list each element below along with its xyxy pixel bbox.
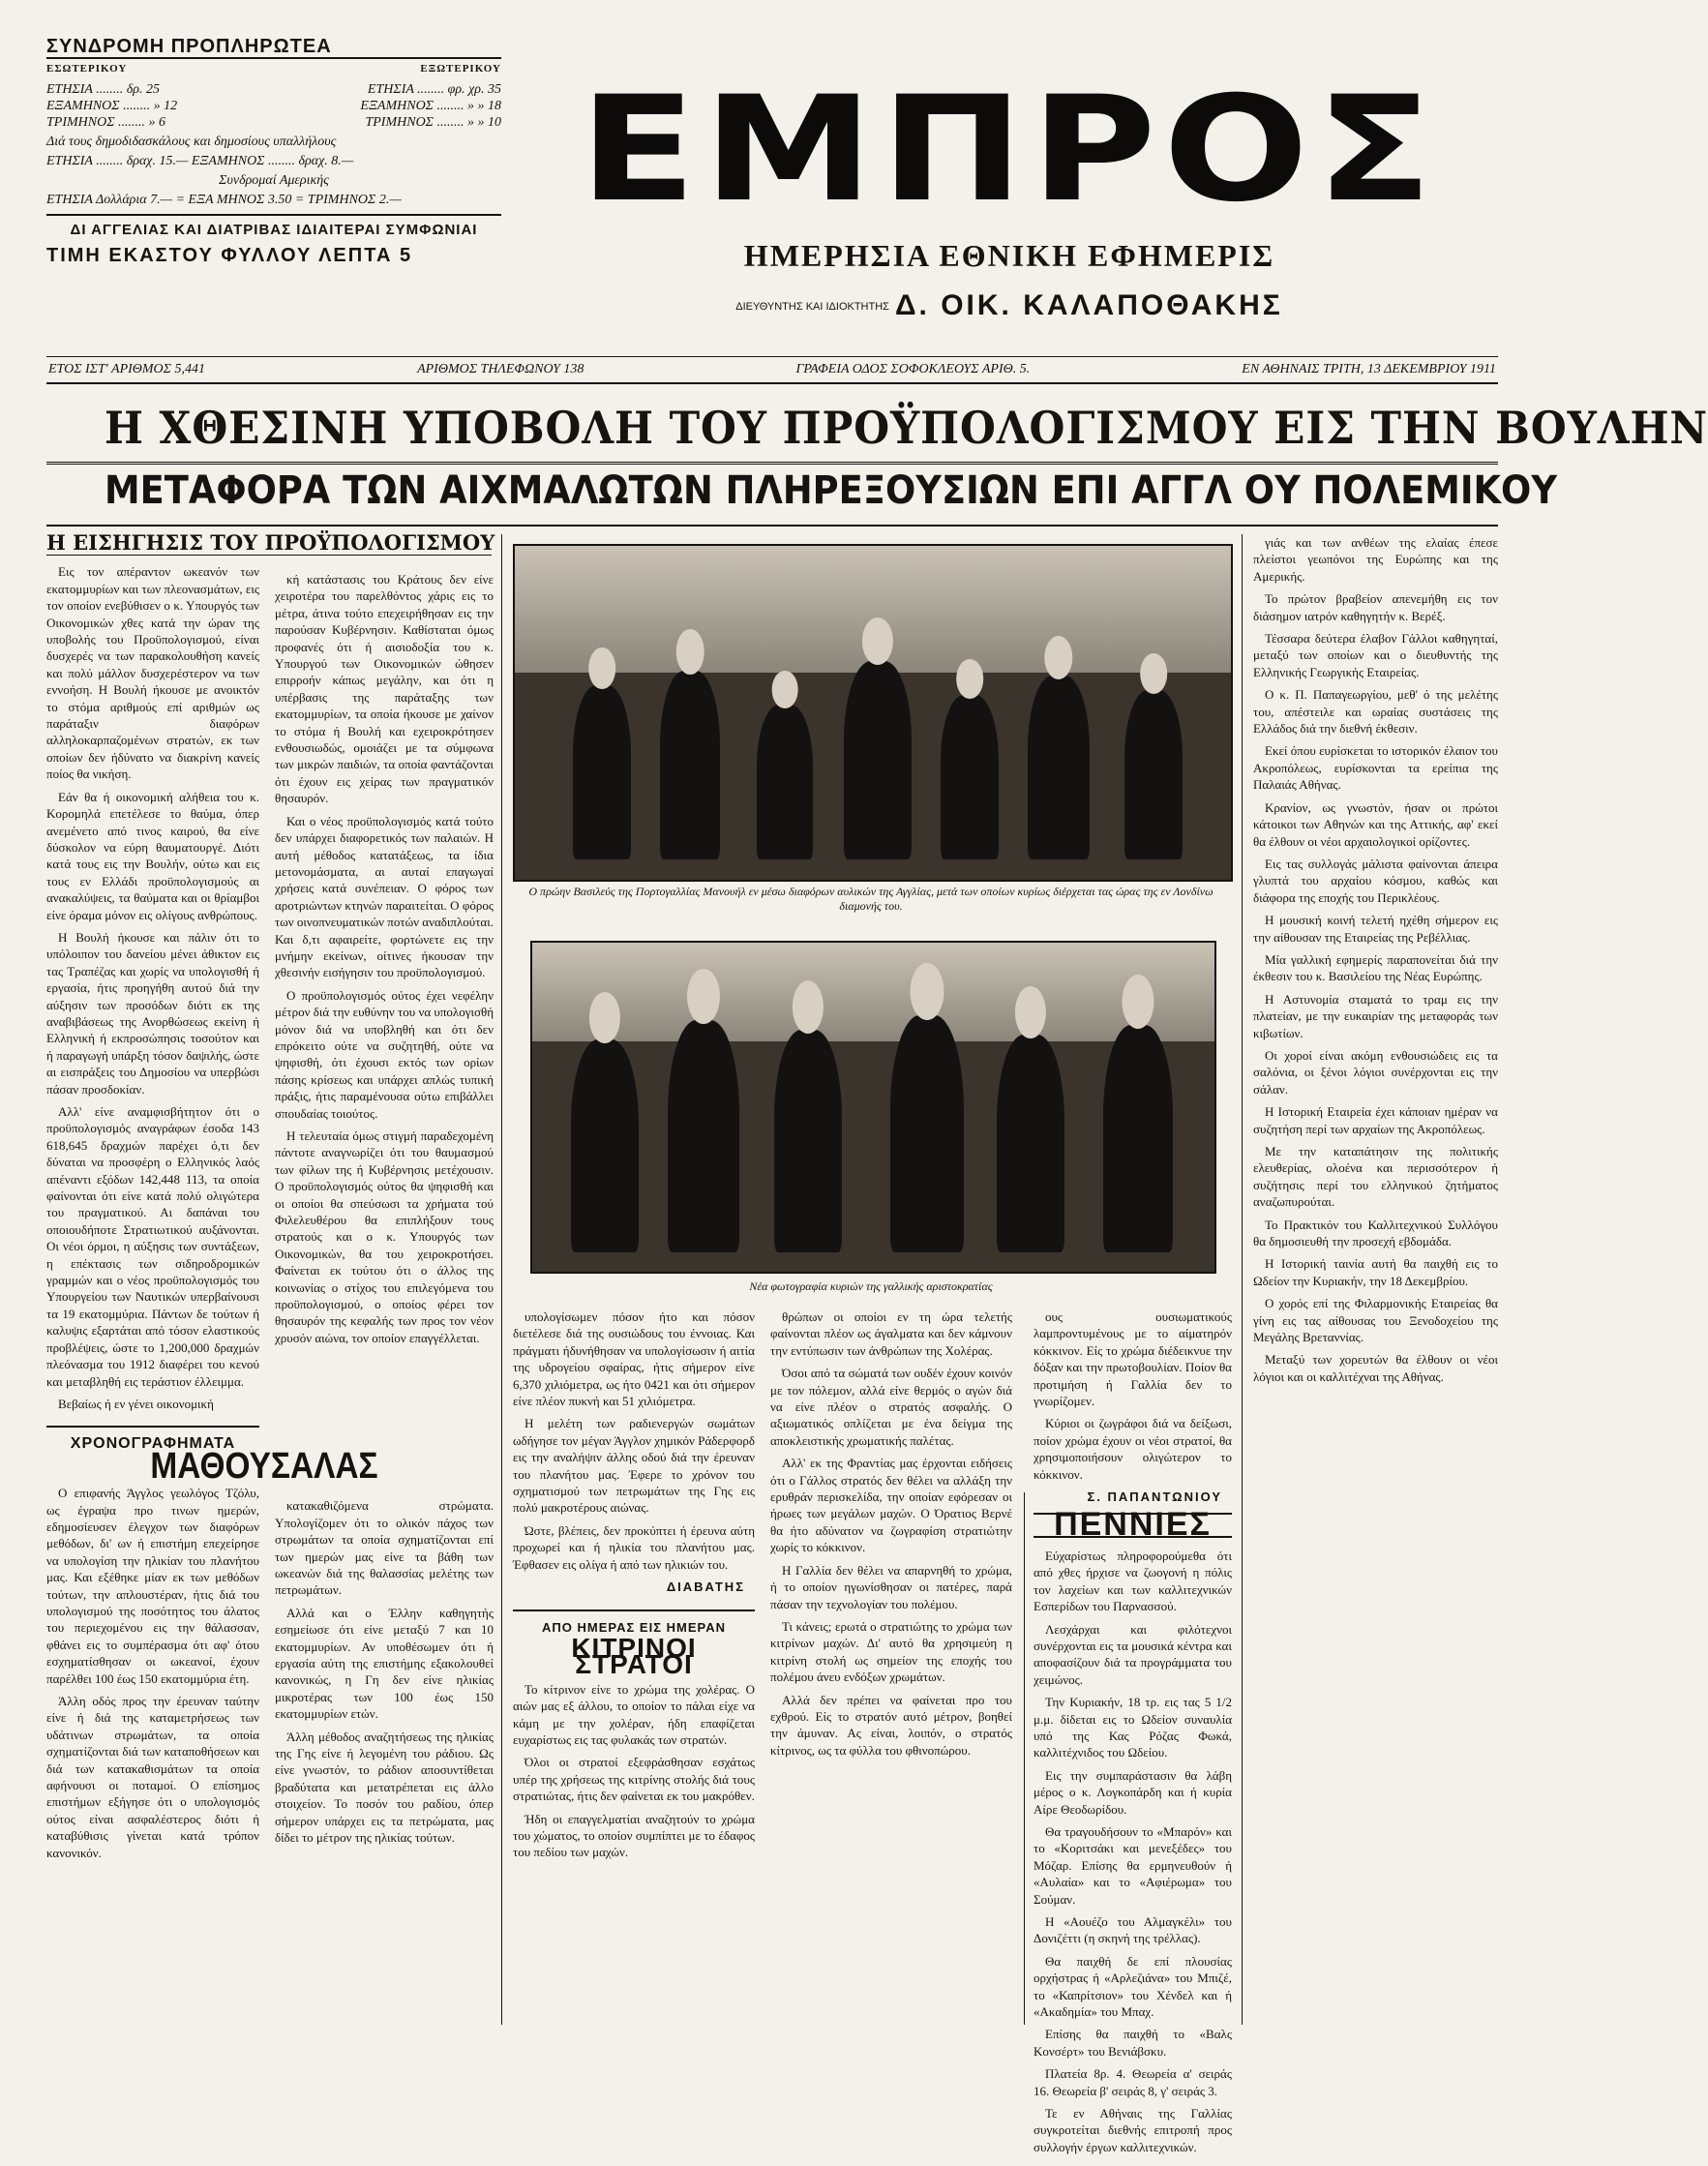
budget-article-continued xyxy=(275,571,494,1346)
chronicle-section: ΧΡΟΝΟΓΡΑΦΗΜΑΤΑ xyxy=(46,1426,259,1452)
aristocracy-photo xyxy=(530,941,1216,1274)
paragraph: Τέσσαρα δεύτερα έλαβον Γάλλοι καθηγηταί, μεταξύ των οποίων και ο διευθυντής της Ελληνικής Γεωργικής Εταιρείας. xyxy=(1253,631,1498,679)
paragraph: Η μελέτη των ραδιενεργών σωμάτων ωδήγησε τον μέγαν Άγγλον χημικόν Ράδερφορδ εις την αναλήψιν άλλης οδού διά την έρευναν του πλανήτου μας. Έφερε το χρόνον του σχηματισμού των πετρωμάτων της Γης εις πολύ μακροτέρους αιώνας. xyxy=(513,1416,755,1516)
teachers-note: Διά τους δημοδιδασκάλους και δημοσίους υπαλλήλους xyxy=(46,135,337,149)
editor-name: Δ. ΟΙΚ. ΚΑΛΑΠΟΘΑΚΗΣ xyxy=(894,289,1283,321)
aristocracy-caption: Νέα φωτογραφία κυριών της γαλλικής αριστοκρατίας xyxy=(749,1279,993,1293)
column-4b xyxy=(1034,1309,1232,2154)
paragraph: Όσοι από τα σώματά των ουδέν έχουν κοινόν με τον πόλεμον, αλλά είνε θερμός ο αγών διά να είνε πλέον ο στρατός ασφαλής. Ο αξιωματικός οπλίζεται με ένα δείγμα της αποκλειστικής χρωματικής παλέτας. xyxy=(770,1366,1012,1448)
paragraph: Η Αστυνομία σταματά το τραμ εις την πλατείαν, με την ευκαιρίαν της μεταφοράς των κιβωτίων. xyxy=(1253,991,1498,1040)
editor-line xyxy=(521,289,1498,322)
pennies-title: ΠΕΝΝΙΕΣ xyxy=(1034,1513,1232,1537)
main-headline: Η ΧΘΕΣΙΝΗ ΥΠΟΒΟΛΗ ΤΟΥ ΠΡΟΫΠΟΛΟΓΙΣΜΟΥ ΕΙΣ ΤΗΝ ΒΟΥΛΗΝ xyxy=(105,402,1708,454)
paragraph: Ο επιφανής Άγγλος γεωλόγος Τζόλυ, ως έγραψα προ τινων ημερών, εδημοσίευσεν έλεγχον των διαφόρων μεθόδων, δι' ων ή επιστήμη επεχείρησε να υπολογίση την ηλικίαν του πλανήτου μας. Και εξέθηκε μίαν εκ των μεθόδων τούτων, την απλουστέραν, ήτις διά του υπολογισμού της ποσότητος του άλατος του περιεχομένου εις την θάλασσαν, φθάνει εις το συμπέρασμα ότι αφ' ότου εσχηματίσθησαν οι ωκεανοί, έχουν παρέλθει 100 έως 150 εκατομμύρια έτη. xyxy=(46,1486,259,1686)
figure-silhouette xyxy=(1103,1025,1173,1252)
domestic-label: ΕΣΩΤΕΡΙΚΟΥ xyxy=(46,63,128,75)
spacer xyxy=(275,1352,494,1497)
figure-silhouette xyxy=(1028,676,1090,859)
pennies-body xyxy=(1034,1548,1232,2155)
yellow-armies-end xyxy=(1034,1309,1232,1483)
paragraph: Η Ιστορική ταινία αυτή θα παιχθή εις το Ωδείον την Κυριακήν, την 18 Δεκεμβρίου. xyxy=(1253,1256,1498,1288)
paragraph: Εις την συμπαράστασιν θα λάβη μέρος ο κ. Λογκοπάρδη και ή κυρία Αίρε Θεοδωρίδου. xyxy=(1034,1767,1232,1817)
figure-silhouette xyxy=(997,1035,1064,1252)
paragraph: Και ο νέος προϋπολογισμός κατά τούτο δεν υπάρχει διαφορετικός των παλαιών. Η αυτή μέθοδος κατατάξεως, τα ίδια μετονομάσματα, αι αυταί επαγωγαί χρήσεις κατά συνέπειαν. Ο φόρος των αροτριώντων κτηνών παραιτείται. Ο φόρος των οινοπνευματικών ποτών αναδιπλούται. Και δ,τι αφαιρείτε, φορτώνετε εις την μνήμην εκείνων, οίτινες ήκουσαν την χθεσινήν εισήγησιν του προϋπολογισμού. xyxy=(275,813,494,980)
paragraph: ους ουσιωματικούς λαμπροντυμένους με το αίματηρόν κόκκινον. Είς το χρώμα διέδεικνυε την δόξαν και την πρωτοβουλίαν. Ποίον θα προτιμήση ή Γαλλία δεν το γνωρίζομεν. xyxy=(1034,1309,1232,1409)
paragraph: κατακαθιζόμενα στρώματα. Υπολογίζομεν ότι το ολικόν πάχος των στρωμάτων τα οποία σχηματίζονται επί των ημερών μας είνε τα βάθη των ωκεανών διά της θαλασσίας μελέτης των πετρωμάτων. xyxy=(275,1498,494,1598)
king-manuel-photo xyxy=(513,544,1233,882)
column-4 xyxy=(770,1309,1012,2025)
paragraph: Άλλη μέθοδος αναζητήσεως της ηλικίας της Γης είνε ή λεγομένη του ράδιου. Ως είνε γνωστόν, το ράδιον αποσυντίθεται βραδύτατα και μετατρέπεται εις άλλο στοιχείον. Το ποσόν του ραδίου, όπερ σήμερον υπάρχει εις τα πετρώματα, μας δίδει το μέτρον της ηλικίας τούτων. xyxy=(275,1729,494,1845)
paragraph: Αλλά δεν πρέπει να φαίνεται προ του εχθρού. Είς το στρατόν αυτό μέτρον, βοηθεί την άμυναν. Ας είναι, λοιπόν, ο στρατός κίτρινος, ως τα φύλλα του φθινοπώρου. xyxy=(770,1692,1012,1758)
figure-silhouette xyxy=(660,671,720,859)
yellow-armies-continued xyxy=(770,1309,1012,1759)
methuselah-continued xyxy=(275,1497,494,1846)
paragraph: Μεταξύ των χορευτών θα έλθουν οι νέοι λόγιοι και οι καλλιτέχναι της Αθήνας. xyxy=(1253,1352,1498,1384)
paragraph: Μία γαλλική εφημερίς παραπονείται διά την έκθεσιν του κ. Βασιλείου της Νέας Ευρώπης. xyxy=(1253,951,1498,984)
paragraph: Η Γαλλία δεν θέλει να απαρνηθή το χρώμα, ή το οποίον ηγωνίσθησαν οι πατέρες, παρά πάσαν την τεχνολογίαν του πολέμου. xyxy=(770,1562,1012,1611)
paragraph: Ήδη οι επαγγελματίαι αναζητούν το χρώμα του χώματος, το οποίον συμπίπτει με το έδαφος του πεδίου των μαχών. xyxy=(513,1811,755,1860)
byline-diavatis: ΔΙΑΒΑΤΗΣ xyxy=(666,1579,745,1595)
byline-papantoniou: Σ. ΠΑΠΑΝΤΩΝΙΟΥ xyxy=(1087,1489,1222,1505)
paragraph: Λεσχάρχαι και φιλότεχνοι συνέρχονται εις τα μουσικά κέντρα και αποφασίζουν διά τα προγράμματα του χειμώνος. xyxy=(1034,1621,1232,1687)
office-address: ΓΡΑΦΕΙΑ ΟΔΟΣ ΣΟΦΟΚΛΕΟΥΣ ΑΡΙΘ. 5. xyxy=(795,362,1031,376)
second-headline: ΜΕΤΑΦΟΡΑ ΤΩΝ ΑΙΧΜΑΛΩΤΩΝ ΠΛΗΡΕΞΟΥΣΙΩΝ ΕΠΙ ΑΓΓΛ ΟΥ ΠΟΛΕΜΙΚΟΥ xyxy=(105,468,1557,513)
foreign-label: ΕΞΩΤΕΡΙΚΟΥ xyxy=(420,63,501,75)
rate-domestic: ΕΞΑΜΗΝΟΣ ........ » 12 xyxy=(46,99,178,113)
issue-date: ΕΝ ΑΘΗΝΑΙΣ ΤΡΙΤΗ, 13 ΔΕΚΕΜΒΡΙΟΥ 1911 xyxy=(1242,362,1496,376)
paragraph: Βεβαίως ή εν γένει οικονομική xyxy=(58,1396,214,1411)
masthead xyxy=(46,36,1498,346)
paragraph: Η μουσική κοινή τελετή ηχέθη σήμερον εις την αίθουσαν της Εταιρείας της Ρεβέλλιας. xyxy=(1253,913,1498,945)
paragraph: Την Κυριακήν, 18 τρ. εις τας 5 1/2 μ.μ. δίδεται εις το Ωδείον συναυλία υπό της Κας Ρόζας Φωκά, καλλιτέχνιδος του Ωδείου. xyxy=(1034,1695,1232,1760)
paragraph: θρώπων οι οποίοι εν τη ώρα τελετής φαίνονται πλέον ως άγαλματα και δεν κάμνουν την εντύπωσιν των άνθρώπων της Χολέρας. xyxy=(770,1309,1012,1358)
figure-silhouette xyxy=(890,1015,964,1252)
column-rule xyxy=(1242,534,1243,2025)
price-line: ΤΙΜΗ ΕΚΑΣΤΟΥ ΦΥΛΛΟΥ ΛΕΠΤΑ 5 xyxy=(46,245,413,266)
paragraph: Το πρώτον βραβείον απενεμήθη εις τον διάσημον ιατρόν καθηγητήν κ. Βερέξ. xyxy=(1253,591,1498,623)
paragraph: Εκεί όπου ευρίσκεται το ιστορικόν έλαιον του Ακροπόλεως, ευρίσκονται τα ερείπια της Παλαιάς Αθήνας. xyxy=(1253,743,1498,793)
paragraph: Ο χορός επί της Φιλαρμονικής Εταιρείας θα γίνη εις τας αίθουσας του Ξενοδοχείου της Μεγάλης Βρεταννίας. xyxy=(1253,1296,1498,1345)
figure-silhouette xyxy=(573,685,631,859)
newspaper-subtitle: ΗΜΕΡΗΣΙΑ ΕΘΝΙΚΗ ΕΦΗΜΕΡΙΣ xyxy=(743,238,1275,273)
ads-note: ΔΙ ΑΓΓΕΛΙΑΣ ΚΑΙ ΔΙΑΤΡΙΒΑΣ ΙΔΙΑΙΤΕΡΑΙ ΣΥΜΦΩΝΙΑΙ xyxy=(70,222,478,238)
column-2 xyxy=(275,534,494,2061)
figure-silhouette xyxy=(757,705,813,859)
newspaper-logo: ΕΜΠΡΟΣ xyxy=(579,66,1440,234)
figure-silhouette xyxy=(774,1030,842,1252)
america-rates: ΕΤΗΣΙΑ Δολλάρια 7.— = ΕΞΑ ΜΗΝΟΣ 3.50 = ΤΡΙΜΗΝΟΣ 2.— xyxy=(46,193,402,207)
figure-silhouette xyxy=(1124,690,1183,859)
budget-article-title: Η ΕΙΣΗΓΗΣΙΣ ΤΟΥ ΠΡΟΫΠΟΛΟΓΙΣΜΟΥ xyxy=(46,530,495,555)
phone-number: ΑΡΙΘΜΟΣ ΤΗΛΕΦΩΝΟΥ 138 xyxy=(417,362,584,376)
paragraph: Η «Αουέζο του Αλμαγκέλι» του Δονιζέττι (η σκηνή της τρέλλας). xyxy=(1034,1914,1232,1946)
paragraph: Κρανίον, ως γνωστόν, ήσαν οι πρώτοι κάτοικοι των Αθηνών και της Αττικής, αφ' εκεί θα έλθουν οι νέοι αρχαιολογικοί ορίζοντες. xyxy=(1253,799,1498,849)
paragraph: Η Ιστορική Εταιρεία έχει κάποιαν ημέραν να συζητήση περί των αρχαίων της Ακροπόλεως. xyxy=(1253,1104,1498,1136)
yellow-armies-body xyxy=(513,1681,755,1861)
paragraph: Εύχαρίστως πληροφορούμεθα ότι από χθες ήρχισε να ζωογονή η πόλις τον λαχείων και των καλλιτεχνικών Εσπερίδων του Παρνασσού. xyxy=(1034,1548,1232,1614)
column-rule xyxy=(1024,1492,1025,2025)
paragraph: Εις τας συλλογάς μάλιστα φαίνονται άπειρα γλυπτά του αρχαίου κόσμου, καθώς και διάφορα της εποχής του Περικλέους. xyxy=(1253,856,1498,905)
paragraph: Άλλη οδός προς την έρευναν ταύτην είνε ή διά της καταμετρήσεως των υδάτινων στρωμάτων, τα οποία σχηματίζονται διά των καταποθήσεων και διά των κατακαθισμάτων τα οποία αφήνουσι οι ποταμοί. Ο επίσημος επιστήμων εξήγησε ότι ο υπολογισμός ούτος είναι ασφαλέστερος διότι ή καταβύθισις γίνεται κατά τρόπον κανονικόν. xyxy=(46,1694,259,1860)
paragraph: Ο προϋπολογισμός ούτος έχει νεφέλην μέτρον διά την ευθύνην του να υπολογισθή μόνον διά να υποβληθή και ότι δεν επρόκειτο ούτε να συζητηθή, ούτε να ψηφισθή, ότι έχουσι εκτός των ορίων πάσης κρίσεως και υπάρχει απλώς τυπική πράξις, ήτις παραμένουσα ούτω επιβάλλει σπουδαίας τοιούτος. xyxy=(275,987,494,1121)
article-columns xyxy=(46,530,1498,2154)
paragraph: Αλλά και ο Έλλην καθηγητής εσημείωσε ότι είνε μεταξύ 7 και 10 εκατομμυρίων. Αν υποθέσωμεν ότι ή εργασία αύτη της επιστήμης εξακολουθεί κανονικώς, η Γη δεν είνε ηλικίας μικροτέρας των 100 έως 150 εκατομμυρίων ετών. xyxy=(275,1605,494,1722)
issue-number: ΕΤΟΣ ΙΣΤ' ΑΡΙΘΜΟΣ 5,441 xyxy=(48,362,205,376)
paragraph: Οι χοροί είναι ακόμη ενθουσιώδεις εις τα σαλόνια, οι ξένοι λόγιοι συνέρχονται εις την σάλαν. xyxy=(1253,1047,1498,1097)
america-label: Συνδρομαί Αμερικής xyxy=(219,173,329,188)
paragraph: Το Πρακτικόν του Καλλιτεχνικού Συλλόγου θα δημοσιευθή την προσεχή εβδομάδα. xyxy=(1253,1217,1498,1249)
paragraph: Πλατεία 8ρ. 4. Θεωρεία α' σειράς 16. Θεωρεία β' σειράς 8, γ' σειράς 3. xyxy=(1034,2066,1232,2098)
paragraph: Με την καταπάτησιν της πολιτικής ελευθερίας, ολοένα και περισσότερον ή συζήτησις περί του ελληνικού ζητήματος αναζωπυρούται. xyxy=(1253,1144,1498,1210)
paragraph: Επίσης θα παιχθή το «Βαλς Κονσέρτ» του Βενιάβσκυ. xyxy=(1034,2027,1232,2059)
figure-silhouette xyxy=(844,661,912,859)
yellow-armies-title: ΚΙΤΡΙΝΟΙ ΣΤΡΑΤΟΙ xyxy=(571,1632,697,1680)
rate-domestic: ΕΤΗΣΙΑ ........ δρ. 25 xyxy=(46,82,160,97)
teachers-rates: ΕΤΗΣΙΑ ........ δραχ. 15.— ΕΞΑΜΗΝΟΣ ........ δραχ. 8.— xyxy=(46,154,354,168)
figure-silhouette xyxy=(668,1020,739,1252)
figure-silhouette xyxy=(941,695,999,859)
paragraph: Κύριοι οι ζωγράφοι διά να δείξωσι, ποίον χρώμα έχουν οι νέοι στρατοί, θα χρησιμοποιήσουν ολιγώτερον το κόκκινον. xyxy=(1034,1416,1232,1482)
day-by-day-section: ΑΠΟ ΗΜΕΡΑΣ ΕΙΣ ΗΜΕΡΑΝ xyxy=(513,1609,755,1636)
paragraph: υπολογίσωμεν πόσον ήτο και πόσον διετέλεσε διά της ουσιώδους του έννοιας. Και πράγματι ήδυνήθησαν να υπολογίσωσιν ή αιτία της υδρογείου σφαίρας, ήτις σήμερον είνε 6,370 χιλιόμετρα, ως ήτο 0421 και ότι σήμερον είνε πλέον πυκνή και 51 χιλιόμετρα. xyxy=(513,1309,755,1409)
news-briefs xyxy=(1253,534,1498,1385)
paragraph: Όλοι οι στρατοί εξεφράσθησαν εσχάτως υπέρ της χρήσεως της κιτρίνης στολής διά τους στρατιώτας, ήτις δεν φαίνεται εκ του μακρόθεν. xyxy=(513,1755,755,1804)
rate-foreign: ΕΤΗΣΙΑ ........ φρ. χρ. 35 xyxy=(367,82,501,97)
rate-domestic: ΤΡΙΜΗΝΟΣ ........ » 6 xyxy=(46,115,166,130)
paragraph: Το κίτρινον είνε το χρώμα της χολέρας. Ο αιών μας εξ άλλου, το οποίον το πάλαι είχε να κάμη με την χολέραν, ήδη επαφίζεται ευχαρίστως εις τας φυλακάς των στρατών. xyxy=(513,1681,755,1747)
divider xyxy=(46,525,1498,526)
paragraph: Αλλ' είνε αναμφισβήτητον ότι ο προϋπολογισμός αναγράφων έσοδα 143 618,645 δραχμών παρέχει ό,τι δεν δύναται να προσφέρη ο Ελληνικός λαός απέναντι εξόδων 142,448 113, τα οποία φαίνονται ότι είνε κατά πολύ ολιγώτερα του πραγματικού. Αι δαπάναι του οποιουδήποτε Στρατιωτικού αυξάνονται. Οι νέοι όρμοι, η αύξησις των συντάξεων, η επέκτασις των σιδηροδρομικών γραμμών και ο νέος προϋπολογισμός του Υπουργείου των Ναυτικών υπερβαίνουσι τα 19 εκατομμύρια. Πάντων δε τούτων ή καλυψις εξαρτάται από τόσον ελαστικούς προβλέψεις, ώστε το 1,200,000 δραχμών πλεόνασμα του 1912 διαφέρει του κενού και μεταβληθή εις τεράστιον έλλειμμα. xyxy=(46,1104,259,1389)
paragraph: Θα παιχθή δε επί πλουσίας ορχήστρας ή «Αρλεζιάνα» του Μπιζέ, το «Καπρίτσιον» του Χένδελ και ή «Ακαδημία» του Μπαχ. xyxy=(1034,1953,1232,2020)
methuselah-end xyxy=(513,1309,755,1573)
editor-label: ΔΙΕΥΘΥΝΤΗΣ ΚΑΙ ΙΔΙΟΚΤΗΤΗΣ xyxy=(735,301,889,314)
budget-article-body xyxy=(46,563,259,1412)
king-manuel-caption: Ο πρώην Βασιλεύς της Πορτογαλλίας Μανουήλ εν μέσω διαφόρων αυλικών της Αγγλίας, μετά των οποίων κυρίως διέρχεται τας ώρας της εν Λονδίνω διαμονής του. xyxy=(528,885,1214,913)
column-3 xyxy=(513,1309,755,2025)
paragraph: Τε εν Αθήναις της Γαλλίας συγκροτείται διεθνής επιτροπή προς συλλογήν έργων καλλιτεχνικών. xyxy=(1034,2106,1232,2154)
paragraph: Η τελευταία όμως στιγμή παραδεχομένη πάντοτε αναγνωρίζει ότι του θαυμασμού των φίλων της ή Κυβέρνησις μετέχουσιν. Ο προϋπολογισμός ούτος θα ψηφισθή και οι οποίοι θα σπεύσωσι τα χρήματα τού Φιλελευθέρου θα επιπλήξουν τους στρατούς και ο κ. Υπουργός των Οικονομικών, θα του χειροκροτήσει. Φαίνεται εκ τούτου ότι ο άλλος της κοινωνίας ο στίχος του επιλεγόμενα του προϋπολογισμού, ο οποίος φέρει τον θησαυρόν της κεφαλής των προς τον νέον χρυσόν αιώνα, τον οποίον επαγγέλλεται. xyxy=(275,1128,494,1345)
column-5 xyxy=(1253,534,1498,2025)
paragraph: Τι κάνεις; ερωτά ο στρατιώτης το χρώμα των κιτρίνων μαχών. Δι' αυτό θα χρησιμεύη η κιτρίνη στολή ως σημείον της εποχής του πολέμου άνευ ενδόξων χρωμάτων. xyxy=(770,1618,1012,1685)
subscription-title: ΣΥΝΔΡΟΜΗ ΠΡΟΠΛΗΡΩΤΕΑ xyxy=(46,39,501,59)
paragraph: Εις τον απέραντον ωκεανόν των εκατομμυρίων και των πλεονασμάτων, εις τον οποίον ενεβύθισεν ο κ. Υπουργός των Οικονομικών χθες κατά την ώραν της υποβολής του Προϋπολογισμού, είναι δυσχερές να των παρακολουθήση κανείς και πολύ μάλλον δυσχερέστερον να των εννοήση. Η Βουλή ήκουσε με ανοικτόν το στόμα αριθμούς επί αριθμών ως παράταξιν διαφόρων αλληλοκαρπαζομένων στρατών, εκ των οποίων δεν ήδύνατο να διακρίνη κανείς ποίος θα νικήση. xyxy=(46,564,259,782)
paragraph: Αλλ' εκ της Φραντίας μας έρχονται ειδήσεις ότι ο Γάλλος στρατός δεν θέλει να αλλάξη την ερυθράν περισκελίδα, την οποίαν εφόρεσαν οι ήρωες των μεγάλων μαχών. Ο Όρατιος Βερνέ θα ήτο αδύνατον να ζωγραφίση στρατιώτην χωρίς το κόκκινον. xyxy=(770,1456,1012,1555)
paragraph: Εάν θα ή οικονομική αλήθεια του κ. Κορομηλά επετέλεσε το θαύμα, όπερ ανεμένετο από τινος καιρού, θα είνε δύσκολον να εύρη θαυματουργέ. Διότι κατά τους εις την Βουλήν, ούτω και εις τους εν Ελλάδι προϋπολογισμούς αι ανακαλύψεις, τα θαύματα και οι θρίαμβοι είνε όραμα μόνον εις ολίγους ανθρώπους. xyxy=(46,789,259,922)
divider xyxy=(46,462,1498,465)
figure-silhouette xyxy=(571,1039,639,1252)
paragraph: κή κατάστασις του Κράτους δεν είνε χειροτέρα του παρελθόντος χάρις εις το μέτρα, άτινα τούτο επεχειρήθησαν εις την παρούσαν Κυβέρνησιν. Καθίσταται όμως προφανές ότι ή αισιοδοξία του κ. Υπουργού των Οικονομικών ώθησεν επιρροήν κάπως μεγάλην, και ότι η υπέρβασις της παράταξης των εκατομμυρίων, τα οποία ήκουσε με χαίνον το στόμα ή Βουλή και εχειροκρότησεν ενθουσιωδώς, ομοιάζει με τα σύμφωνα των μικρών παιδιών, τα οποία φαντάζονται ότι έχουν εις χείρας των πραγματικόν θησαυρόν. xyxy=(275,572,494,806)
paragraph: Ώστε, βλέπεις, δεν προκύπτει ή έρευνα αύτη προχωρεί και ή ηλικία του πλανήτου μας. Έφθασεν εις ολίγα ή από των ηλικιών του. xyxy=(513,1522,755,1572)
dateline xyxy=(46,356,1498,384)
paragraph: Η Βουλή ήκουσε και πάλιν ότι το υπόλοιπον του δανείου μένει άθικτον εις τας Τραπέζας και χωρίς να υπολογισθή ή εργασία, ήτις προηγήθη αυτού διά την αύξησιν των προσόδων διότι εκ της αναβιβάσεως της Ανορθώσεως εκείνη ή Ελληνική ή εκπροσώπησις τοσούτον και ή παραγωγή υπάρξη τόσον δαψιλής, ώστε αι εισπράξεις του Δημοσίου να υπερβώσι πάσαν προσδοκίαν. xyxy=(46,929,259,1097)
rate-foreign: ΕΞΑΜΗΝΟΣ ........ » » 18 xyxy=(360,99,501,113)
title-block xyxy=(501,39,1498,322)
methuselah-body xyxy=(46,1485,259,1861)
paragraph: γιάς και των ανθέων της ελαίας έπεσε πλείστοι γεωπόνοι της Ευρώπης και της Αμερικής. xyxy=(1253,535,1498,584)
paragraph: Θα τραγουδήσουν το «Μπαρόν» και το «Κοριτσάκι και μενεξέδες» του Μόζαρ. Επίσης θα ερμηνευθούν ή «Αυλαία» και το «Αφιέρωμα» του Σούμαν. xyxy=(1034,1823,1232,1907)
rate-foreign: ΤΡΙΜΗΝΟΣ ........ » » 10 xyxy=(365,115,501,130)
rate-headers xyxy=(46,61,501,77)
methuselah-title: ΜΑΘΟΥΣΑΛΑΣ xyxy=(150,1445,378,1487)
column-rule xyxy=(501,534,502,2025)
paragraph: Ο κ. Π. Παπαγεωργίου, μεθ' ό της μελέτης του, απέστειλε και ωραίας συστάσεις της Ελλάδος διά την διεθνή έκθεσιν. xyxy=(1253,687,1498,737)
